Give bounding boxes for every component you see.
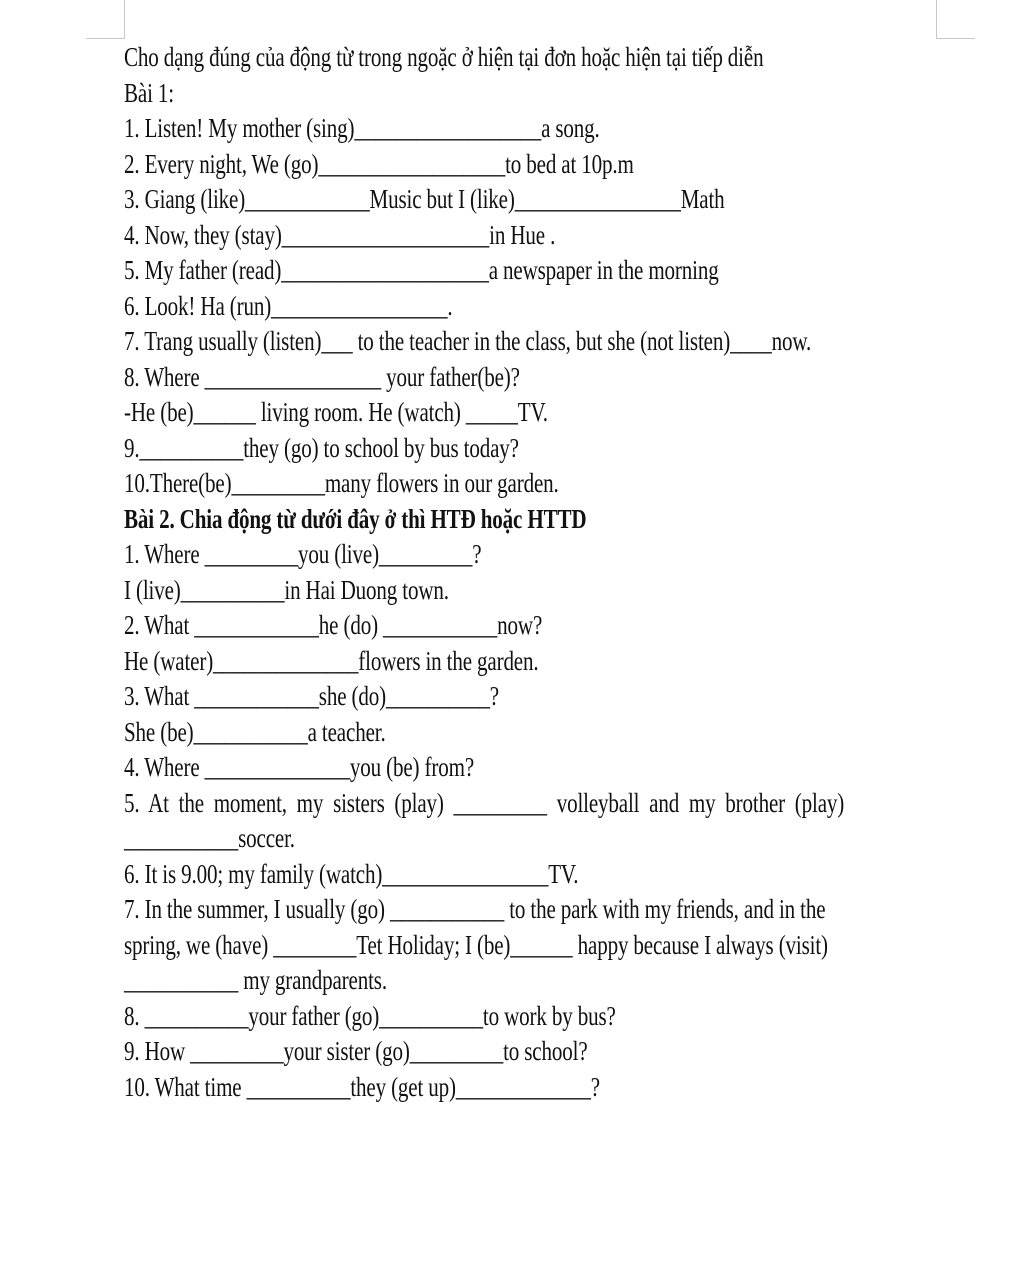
exercise2-item: 4. Where ______________you (be) from? <box>124 752 475 782</box>
exercise1-item: 7. Trang usually (listen)___ to the teacher in the class, but she (not listen)____now. <box>124 326 812 356</box>
exercise1-item: 6. Look! Ha (run)_________________. <box>124 290 453 321</box>
exercise1-item: 10.There(be)_________many flowers in our garden. <box>124 468 559 498</box>
exercise1-item: 2. Every night, We (go)__________________to bed at 10p.m <box>124 148 634 179</box>
exercise2-item: ___________ my grandparents. <box>124 965 387 995</box>
exercise1-item: 1. Listen! My mother (sing)__________________a song. <box>124 113 600 143</box>
exercise2-item: 5. At the moment, my sisters (play) _________ volleyball and my brother (play) <box>124 787 845 818</box>
exercise2-item: She (be)___________a teacher. <box>124 716 386 747</box>
exercise1-item: -He (be)______ living room. He (watch) _____TV. <box>124 397 548 427</box>
exercise2-item: 8. __________your father (go)__________to work by bus? <box>124 1000 616 1031</box>
exercise2-item: 9. How _________your sister (go)_________to school? <box>124 1036 588 1066</box>
exercise1-item: 9.__________they (go) to school by bus today? <box>124 432 519 463</box>
exercise1-item: 8. Where _________________ your father(be)? <box>124 361 520 392</box>
page-corner-mark-left <box>86 0 125 39</box>
exercise2-item: 2. What ____________he (do) ___________now? <box>124 610 543 640</box>
exercise2-item: He (water)______________flowers in the garden. <box>124 645 539 676</box>
exercise1-item: 4. Now, they (stay)____________________in Hue . <box>124 219 556 250</box>
page-corner-mark-right <box>936 0 975 39</box>
exercise2-item: 7. In the summer, I usually (go) ___________ to the park with my friends, and in the <box>124 894 826 924</box>
exercise2-item: 6. It is 9.00; my family (watch)________________TV. <box>124 858 579 889</box>
exercise2-item: 1. Where _________you (live)_________? <box>124 539 482 569</box>
instruction-text: Cho dạng đúng của động từ trong ngoặc ở hiện tại đơn hoặc hiện tại tiếp diễn <box>124 42 764 72</box>
worksheet-content <box>124 40 944 1105</box>
section2-heading: Bài 2. Chia động từ dưới đây ở thì HTĐ hoặc HTTD <box>124 503 587 534</box>
exercise2-item: 10. What time __________they (get up)_____________? <box>124 1071 600 1102</box>
exercise1-item: 5. My father (read)____________________a newspaper in the morning <box>124 255 719 285</box>
exercise2-item: 3. What ____________she (do)__________? <box>124 681 499 711</box>
exercise1-item: 3. Giang (like)____________Music but I (like)________________Math <box>124 184 725 214</box>
exercise2-item: I (live)__________in Hai Duong town. <box>124 574 449 605</box>
exercise2-item: ___________soccer. <box>124 823 295 853</box>
exercise2-item: spring, we (have) ________Tet Holiday; I (be)______ happy because I always (visit) <box>124 929 828 960</box>
section1-heading: Bài 1: <box>124 77 174 108</box>
